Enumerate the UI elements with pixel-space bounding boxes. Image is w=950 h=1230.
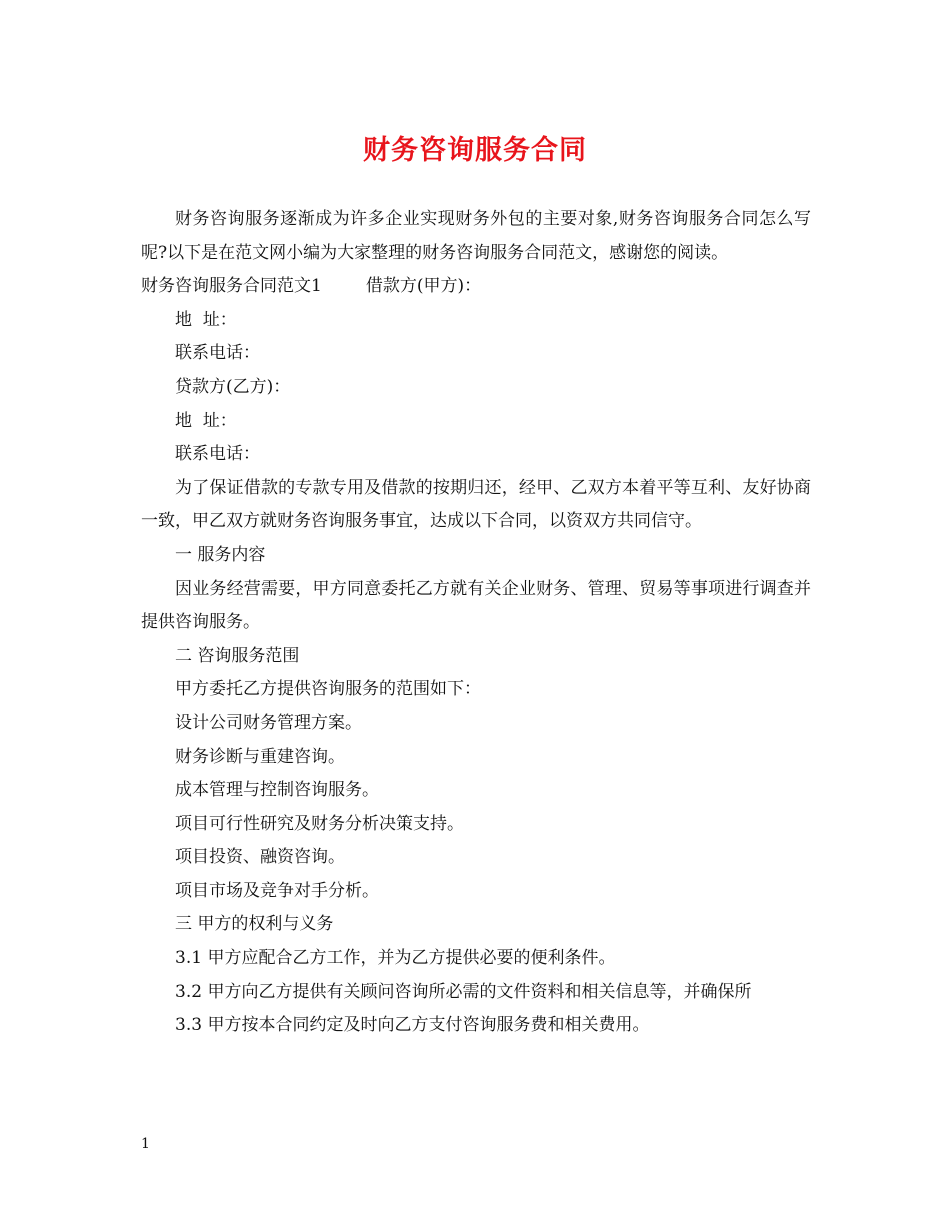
section-1-text: 因业务经营需要，甲方同意委托乙方就有关企业财务、管理、贸易等事项进行调查并提供咨询服务。 <box>141 578 811 633</box>
phone-label: 联系电话： <box>175 343 260 364</box>
address-label: 地 址： <box>175 309 237 330</box>
scope-item: 项目可行性研究及财务分析决策支持。 <box>175 813 464 834</box>
section-2-intro: 甲方委托乙方提供咨询服务的范围如下： <box>175 679 481 700</box>
section-1-heading: 一 服务内容 <box>175 544 266 565</box>
scope-item: 成本管理与控制咨询服务。 <box>175 780 379 801</box>
phone-label: 联系电话： <box>175 444 260 465</box>
page-number: 1 <box>141 1136 150 1152</box>
section-3-heading: 三 甲方的权利与义务 <box>175 914 334 935</box>
clause-3-2: 3.2 甲方向乙方提供有关顾问咨询所必需的文件资料和相关信息等，并确保所 <box>175 981 752 1002</box>
section-2-heading: 二 咨询服务范围 <box>175 645 300 666</box>
preamble-paragraph: 为了保证借款的专款专用及借款的按期归还，经甲、乙双方本着平等互利、友好协商一致，甲乙双方就财务咨询服务事宜，达成以下合同，以资双方共同信守。 <box>141 477 811 532</box>
scope-item: 项目市场及竞争对手分析。 <box>175 880 379 901</box>
address-label: 地 址： <box>175 410 237 431</box>
document-title: 财务咨询服务合同 <box>363 135 587 166</box>
borrower-label: 贷款方(乙方)： <box>175 376 291 397</box>
scope-item: 财务诊断与重建咨询。 <box>175 746 345 767</box>
intro-paragraph: 财务咨询服务逐渐成为许多企业实现财务外包的主要对象,财务咨询服务合同怎么写呢?以下是在范文网小编为大家整理的财务咨询服务合同范文，感谢您的阅读。 <box>141 209 811 263</box>
clause-3-3: 3.3 甲方按本合同约定及时向乙方支付咨询服务费和相关费用。 <box>175 1015 650 1036</box>
sample-heading: 财务咨询服务合同范文1 <box>141 276 322 297</box>
document-body <box>141 203 811 1043</box>
scope-item: 设计公司财务管理方案。 <box>175 712 362 733</box>
scope-item: 项目投资、融资咨询。 <box>175 847 345 868</box>
sample-heading-line <box>141 270 811 304</box>
clause-3-1: 3.1 甲方应配合乙方工作，并为乙方提供必要的便利条件。 <box>175 948 616 969</box>
lender-label: 借款方(甲方)： <box>365 276 482 297</box>
